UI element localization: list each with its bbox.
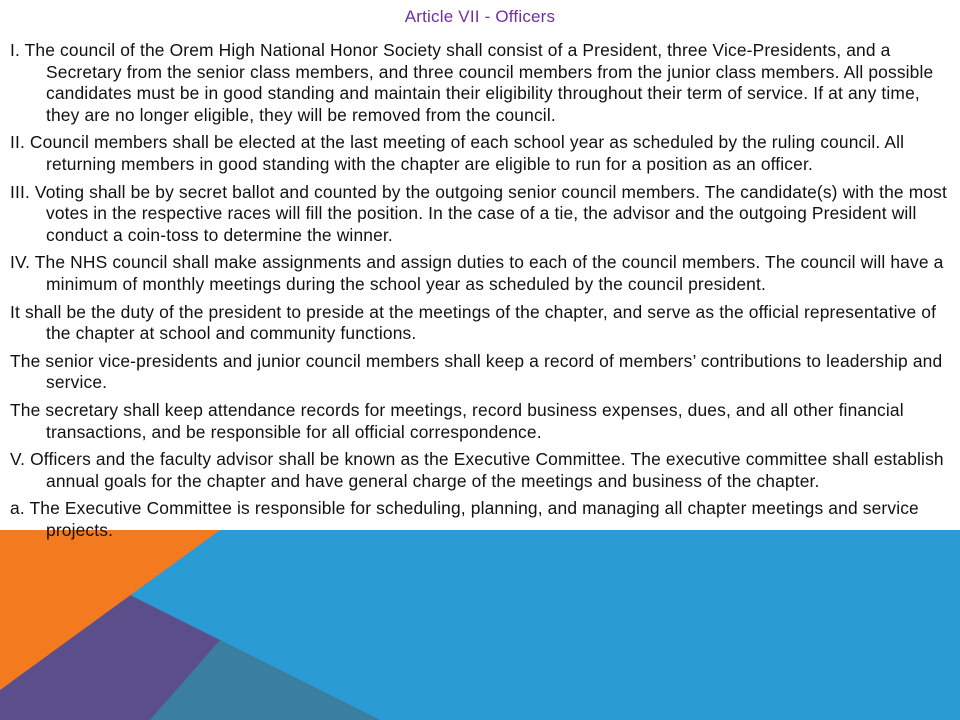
paragraph-secretary-duty: The secretary shall keep attendance records for meetings, record business expenses, dues, and all other financial transactions, and be responsible for all official correspondence. [10, 399, 904, 442]
slide-title: Article VII - Officers [404, 7, 556, 26]
paragraph-vice-president-duty: The senior vice-presidents and junior council members shall keep a record of members’ contributions to leadership and service. [10, 350, 943, 393]
paragraph-5a: a. The Executive Committee is responsible for scheduling, planning, and managing all chapter meetings and service projects. [10, 498, 919, 540]
slide-body [10, 40, 950, 547]
paragraph-3: III. Voting shall be by secret ballot and counted by the outgoing senior council members. The candidate(s) with the most votes in the respective races will fill the position. In the case of a tie, the advisor and the outgoing President will conduct a coin-toss to determine the winner. [10, 181, 948, 245]
paragraph-2: II. Council members shall be elected at the last meeting of each school year as scheduled by the ruling council. All returning members in good standing with the chapter are eligible to run for a position as an officer. [10, 132, 905, 174]
paragraph-4: IV. The NHS council shall make assignments and assign duties to each of the council members. The council will have a minimum of monthly meetings during the school year as scheduled by the council president. [10, 252, 944, 294]
paragraph-president-duty: It shall be the duty of the president to preside at the meetings of the chapter, and serve as the official representative of the chapter at school and community functions. [10, 301, 937, 344]
paragraph-1: I. The council of the Orem High National Honor Society shall consist of a President, three Vice-Presidents, and a Secretary from the senior class members, and three council members from the junior class members. All possible candidates must be in good standing and maintain their eligibility throughout their term of service. If at any time, they are no longer eligible, they will be removed from the council. [10, 40, 934, 125]
paragraph-5: V. Officers and the faculty advisor shall be known as the Executive Committee. The executive committee shall establish annual goals for the chapter and have general charge of the meetings and business of the chapter. [10, 449, 944, 491]
